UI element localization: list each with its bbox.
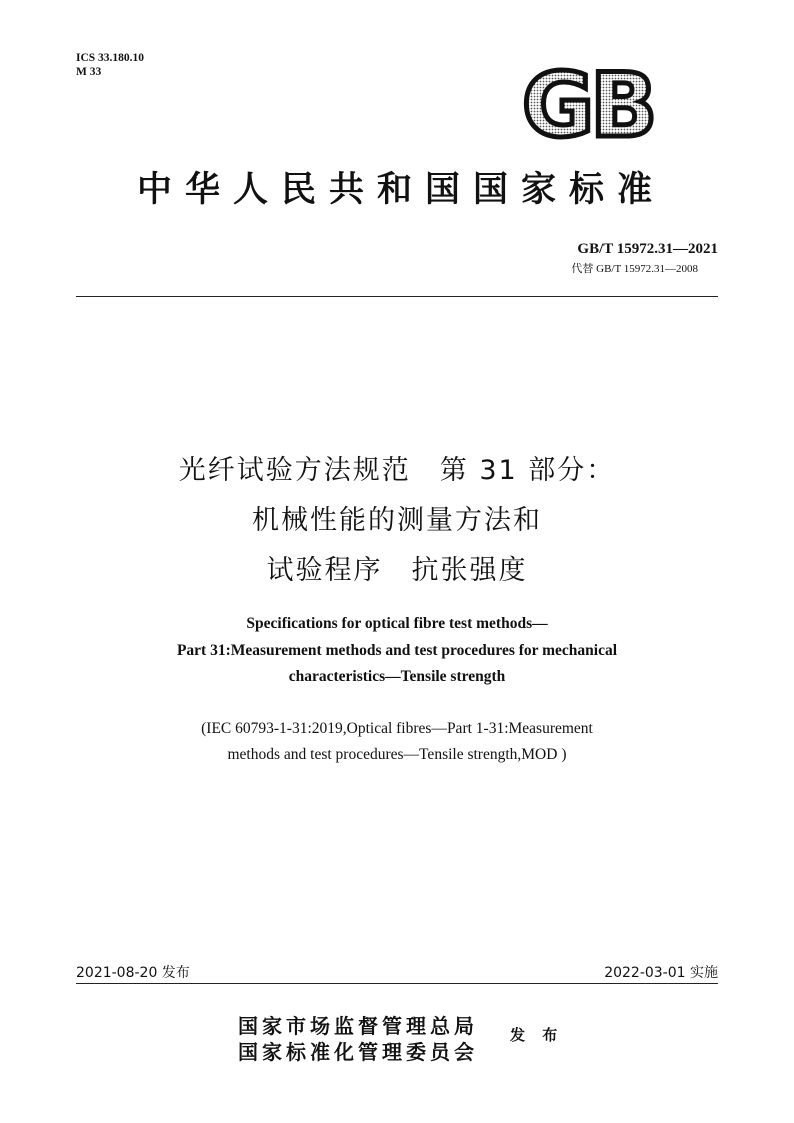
bottom-divider [76, 983, 718, 984]
standard-number: GB/T 15972.31—2021 [577, 241, 718, 257]
implement-date: 2022-03-01 实施 [604, 965, 718, 981]
iec-reference-line-2: methods and test procedures—Tensile strength,MOD ) [227, 746, 567, 763]
ccs-code: M 33 [76, 66, 102, 78]
publish-label: 发 布 [510, 1026, 564, 1044]
issue-date: 2021-08-20 发布 [76, 965, 190, 981]
top-divider [76, 296, 718, 297]
en-title-line-2: Part 31:Measurement methods and test procedures for mechanical [176, 642, 618, 659]
classification-block [76, 51, 144, 79]
issuer-samr: 国家市场监督管理总局 [238, 1014, 478, 1038]
cn-title-line-2: 机械性能的测量方法和 [252, 505, 542, 536]
ics-code: ICS 33.180.10 [76, 52, 145, 64]
en-title-line-1: Specifications for optical fibre test methods— [246, 615, 548, 632]
gb-logo-lettering: GB [522, 62, 654, 142]
cn-title-line-1: 光纤试验方法规范 第 31 部分： [178, 455, 616, 486]
cn-title-line-3: 试验程序 抗张强度 [266, 555, 528, 586]
en-title-line-3: characteristics—Tensile strength [288, 668, 506, 685]
issuer-sac: 国家标准化管理委员会 [238, 1040, 478, 1064]
iec-reference-line-1: (IEC 60793-1-31:2019,Optical fibres—Part 1-31:Measurement [201, 720, 593, 737]
national-standard-title: 中华人民共和国国家标准 [136, 169, 665, 210]
gb-logo [518, 62, 678, 142]
replaces-standard: 代替 GB/T 15972.31—2008 [571, 263, 698, 275]
